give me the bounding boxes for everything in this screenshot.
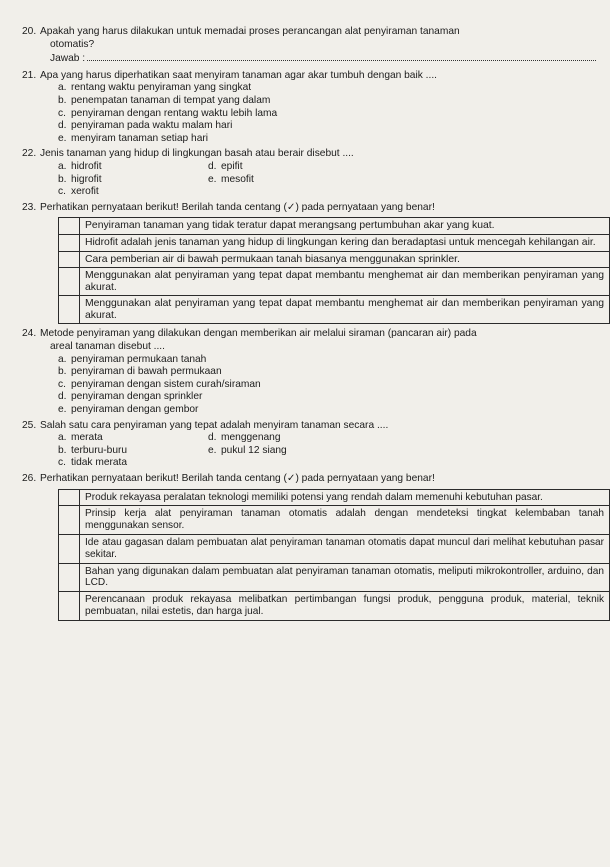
table-row: [59, 563, 610, 592]
option-c[interactable]: c. penyiraman dengan rentang waktu lebih lama: [58, 107, 278, 119]
table-row: [59, 234, 610, 251]
question-text: Apa yang harus diperhatikan saat menyiram tanaman agar akar tumbuh dengan baik ....: [40, 69, 437, 81]
option-a[interactable]: a. merata: [58, 432, 103, 444]
option-d[interactable]: d. penyiraman dengan sprinkler: [58, 391, 203, 403]
check-box[interactable]: [59, 489, 80, 506]
table-row: [59, 268, 610, 296]
check-box[interactable]: [59, 251, 80, 268]
option-a[interactable]: a. penyiraman permukaan tanah: [58, 353, 207, 365]
question-25: [22, 420, 596, 470]
option-list: [22, 82, 596, 145]
question-text: Apakah yang harus dilakukan untuk memadai proses perancangan alat penyiraman tanaman: [40, 26, 460, 37]
statement-text: Ide atau gagasan dalam pembuatan alat penyiraman tanaman otomatis dapat muncul dari melihat kebutuhan pasar sekitar.: [80, 534, 610, 563]
option-c[interactable]: c. xerofit: [58, 186, 99, 198]
question-text: Perhatikan pernyataan berikut! Berilah tanda centang (✓) pada pernyataan yang benar!: [40, 473, 435, 484]
option-grid: [22, 161, 596, 199]
statement-text: Produk rekayasa peralatan teknologi memiliki potensi yang rendah dalam memenuhi kebutuhan pasar.: [80, 489, 610, 506]
option-list: [22, 354, 596, 417]
option-c[interactable]: c. penyiraman dengan sistem curah/siraman: [58, 378, 261, 390]
answer-label: Jawab :: [50, 53, 86, 65]
check-box[interactable]: [59, 268, 80, 296]
option-c[interactable]: c. tidak merata: [58, 457, 128, 469]
table-row: [59, 251, 610, 268]
statement-text: Cara pemberian air di bawah permukaan tanah biasanya menggunakan sprinkler.: [80, 251, 610, 268]
check-box[interactable]: [59, 234, 80, 251]
question-21: [22, 70, 596, 146]
question-20: [22, 26, 596, 66]
question-text: Metode penyiraman yang dilakukan dengan memberikan air melalui siraman (pancaran air) pada: [40, 328, 477, 340]
question-number: 25.: [22, 419, 37, 431]
option-grid: [22, 432, 596, 470]
statement-text: Menggunakan alat penyiraman yang tepat dapat membantu menghemat air dan memberikan penyiraman yang akurat.: [80, 296, 610, 324]
check-box[interactable]: [59, 506, 80, 535]
option-b[interactable]: b. penempatan tanaman di tempat yang dalam: [58, 94, 271, 106]
question-number: 20.: [22, 26, 37, 37]
question-number: 21.: [22, 69, 37, 81]
statement-text: Penyiraman tanaman yang tidak teratur dapat merangsang pertumbuhan akar yang kuat.: [80, 218, 610, 235]
option-e[interactable]: e. penyiraman dengan gembor: [58, 404, 199, 416]
table-row: [59, 489, 610, 506]
check-box[interactable]: [59, 218, 80, 235]
answer-line[interactable]: [22, 53, 596, 66]
question-text-continued: otomatis?: [50, 38, 95, 50]
option-d[interactable]: d. epifit: [208, 160, 243, 172]
question-number: 24.: [22, 328, 37, 340]
option-d[interactable]: d. penyiraman pada waktu malam hari: [58, 120, 233, 132]
statement-text: Perencanaan produk rekayasa melibatkan pertimbangan fungsi produk, pengguna produk, material, teknik pembuatan, nilai estetis, dan harga jual.: [80, 592, 610, 621]
option-a[interactable]: a. hidrofit: [58, 160, 102, 172]
option-b[interactable]: b. penyiraman di bawah permukaan: [58, 366, 222, 378]
question-23: [22, 201, 604, 325]
question-text: Jenis tanaman yang hidup di lingkungan basah atau berair disebut ....: [40, 148, 354, 160]
statement-text: Prinsip kerja alat penyiraman tanaman otomatis adalah dengan mendeteksi tingkat kelembaban tanah menggunakan sensor.: [80, 506, 610, 535]
statement-text: Hidrofit adalah jenis tanaman yang hidup di lingkungan kering dan beradaptasi untuk mencegah kehilangan air.: [80, 234, 610, 251]
question-number: 26.: [22, 473, 37, 484]
question-22: [22, 148, 596, 198]
option-a[interactable]: a. rentang waktu penyiraman yang singkat: [58, 82, 252, 94]
question-number: 23.: [22, 201, 37, 213]
table-row: [59, 296, 610, 324]
statement-table: [58, 217, 610, 324]
option-e[interactable]: e. pukul 12 siang: [208, 444, 287, 456]
check-box[interactable]: [59, 534, 80, 563]
question-24: [22, 328, 596, 416]
table-row: [59, 506, 610, 535]
check-box[interactable]: [59, 592, 80, 621]
option-d[interactable]: d. menggenang: [208, 432, 281, 444]
statement-text: Bahan yang digunakan dalam pembuatan alat penyiraman tanaman otomatis, meliputi mikrokontroller, arduino, dan LCD.: [80, 563, 610, 592]
option-e[interactable]: e. menyiram tanaman setiap hari: [58, 132, 209, 144]
question-text: Salah satu cara penyiraman yang tepat adalah menyiram tanaman secara ....: [40, 419, 389, 431]
question-number: 22.: [22, 148, 37, 160]
table-row: [59, 218, 610, 235]
table-row: [59, 592, 610, 621]
check-box[interactable]: [59, 563, 80, 592]
table-row: [59, 534, 610, 563]
question-text-continued: areal tanaman disebut ....: [50, 341, 165, 353]
answer-blank[interactable]: [87, 60, 596, 61]
check-box[interactable]: [59, 296, 80, 324]
question-text: Perhatikan pernyataan berikut! Berilah tanda centang (✓) pada pernyataan yang benar!: [40, 201, 435, 213]
statement-text: Menggunakan alat penyiraman yang tepat dapat membantu menghemat air dan memberikan penyiraman yang akurat.: [80, 268, 610, 296]
statement-table: [58, 489, 610, 621]
option-b[interactable]: b. terburu-buru: [58, 444, 128, 456]
option-b[interactable]: b. higrofit: [58, 173, 102, 185]
option-e[interactable]: e. mesofit: [208, 173, 254, 185]
question-26: [22, 473, 604, 621]
